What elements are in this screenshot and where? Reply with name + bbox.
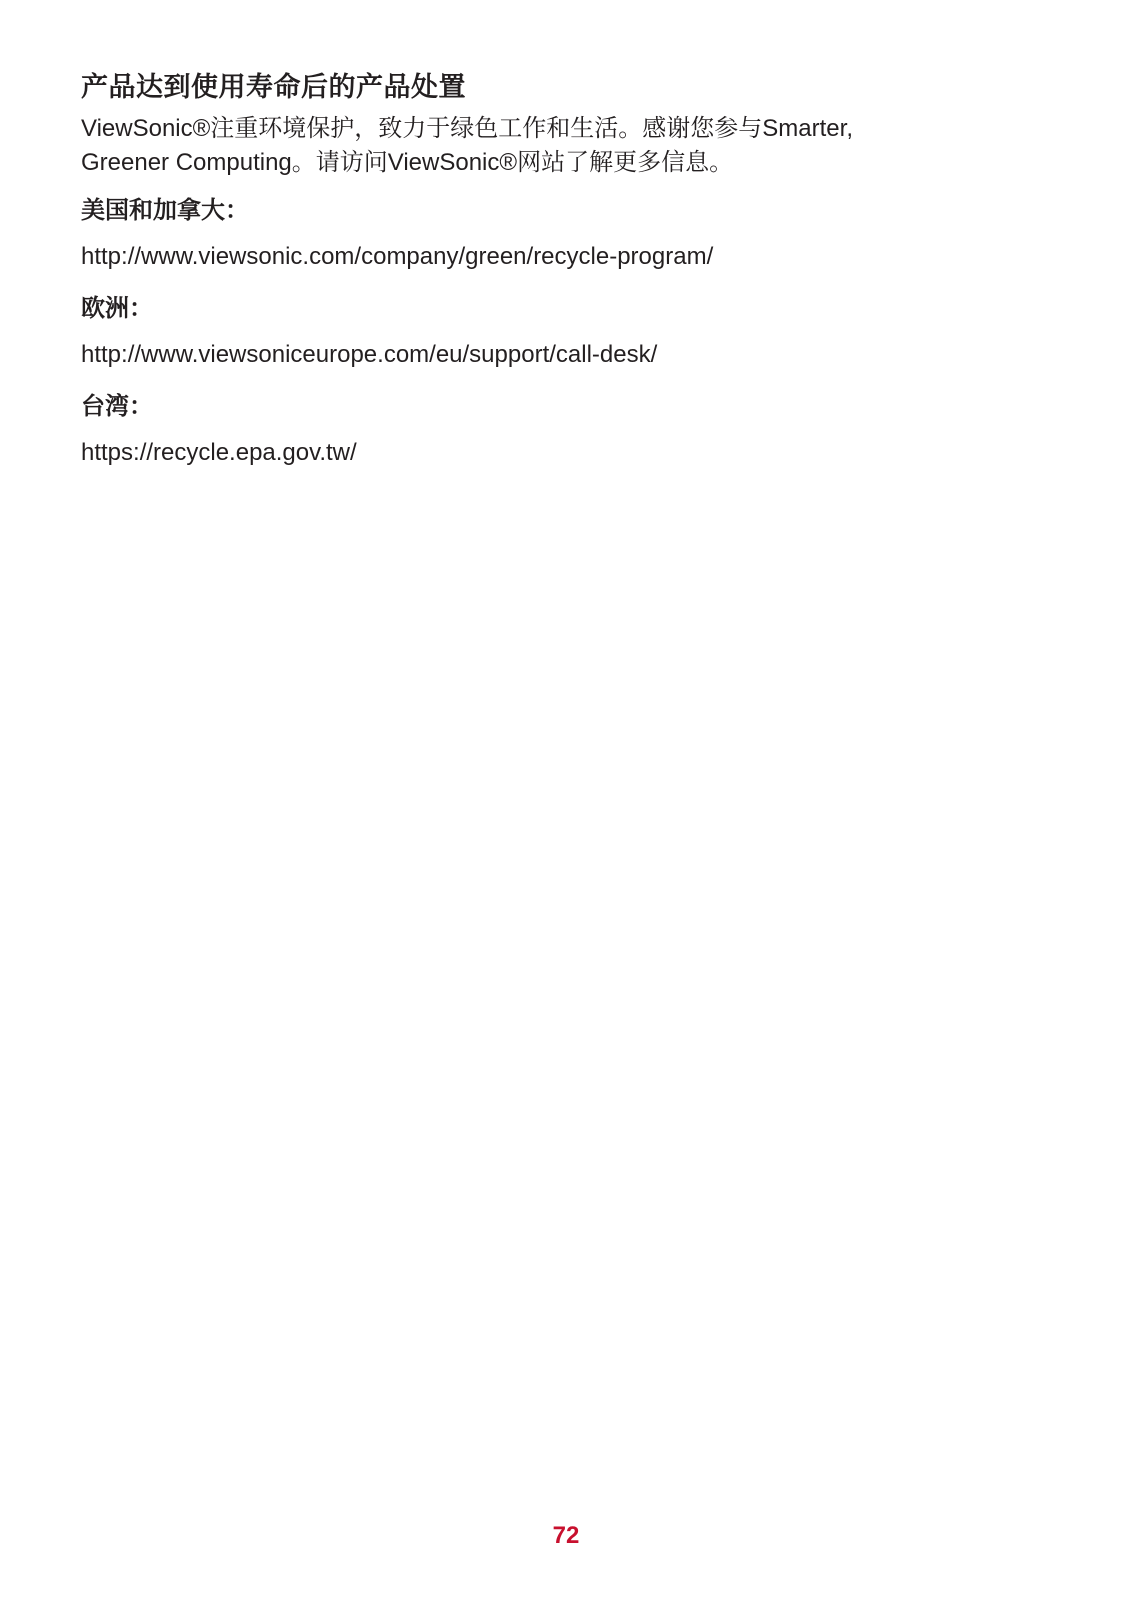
region-link-europe[interactable]: http://www.viewsoniceurope.com/eu/support/call-desk/ xyxy=(81,341,658,368)
region-heading-usa-canada: 美国和加拿大： xyxy=(81,197,249,224)
region-europe xyxy=(81,292,1061,372)
region-link-taiwan[interactable]: https://recycle.epa.gov.tw/ xyxy=(81,439,357,466)
intro-paragraph xyxy=(81,112,1061,180)
page-content xyxy=(81,68,1061,488)
region-heading-europe: 欧洲： xyxy=(81,295,153,322)
page-number: 72 xyxy=(552,1522,580,1549)
intro-line-2: Greener Computing。请访问ViewSonic®网站了解更多信息。 xyxy=(81,149,734,176)
region-taiwan xyxy=(81,390,1061,470)
section-title: 产品达到使用寿命后的产品处置 xyxy=(81,72,466,102)
region-heading-taiwan: 台湾： xyxy=(81,393,153,420)
intro-line-1: ViewSonic®注重环境保护，致力于绿色工作和生活。感谢您参与Smarter, xyxy=(81,115,853,142)
region-usa-canada xyxy=(81,194,1061,274)
region-link-usa-canada[interactable]: http://www.viewsonic.com/company/green/recycle-program/ xyxy=(81,243,714,270)
